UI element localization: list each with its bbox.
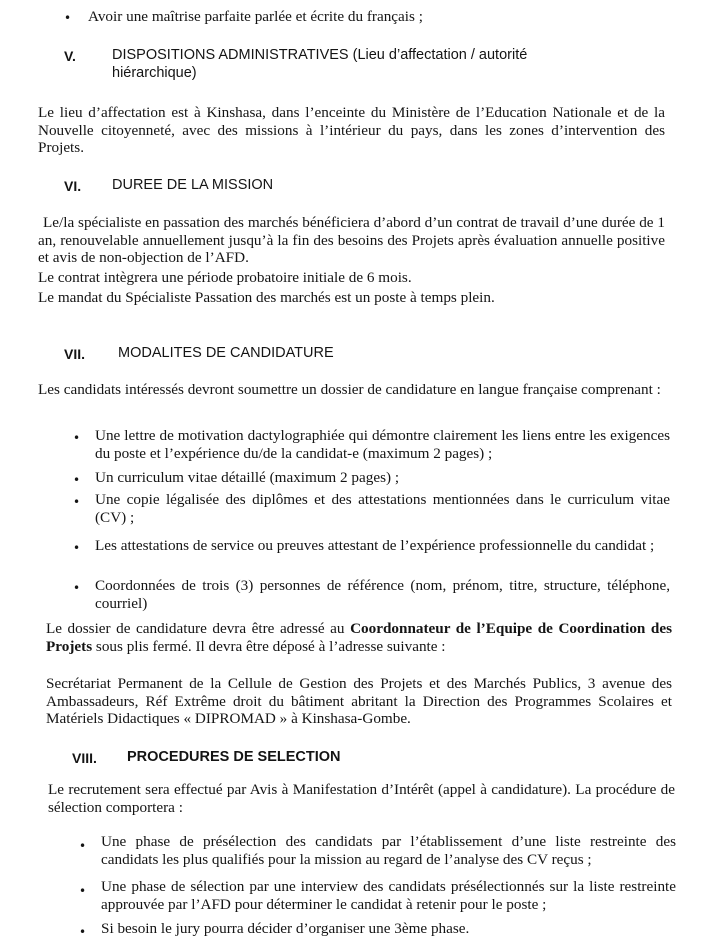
section-7-address: Secrétariat Permanent de la Cellule de Gestion des Projets et des Marchés Publics, 3 avenue des Ambassadeurs, Réf Extrême droit du bâtiment abritant la Direction des Programmes Scolaires et Matériels Didactiques « DIPROMAD » à Kinshasa-Gombe.	[46, 675, 672, 727]
bullet-icon: •	[79, 925, 87, 939]
section-6-number: VI.	[64, 178, 82, 194]
section-8-intro: Le recrutement sera effectué par Avis à Manifestation d’Intérêt (appel à candidature). La procédure de sélection comportera :	[48, 781, 675, 816]
bullet-icon: •	[73, 473, 81, 487]
address-intro-pre: Le dossier de candidature devra être adressé au	[46, 620, 351, 637]
bullet-icon: •	[64, 11, 72, 25]
bullet-icon: •	[73, 431, 81, 445]
intro-bullet-text: Avoir une maîtrise parfaite parlée et écrite du français ;	[88, 8, 423, 25]
section-8-number: VIII.	[72, 750, 97, 766]
section-5-title	[112, 46, 672, 82]
address-intro-post: sous plis fermé. Il devra être déposé à l’adresse suivante :	[92, 637, 446, 655]
section-8-item-3: Si besoin le jury pourra décider d’organiser une 3ème phase.	[101, 920, 470, 937]
bullet-icon: •	[79, 884, 87, 898]
section-8-title: PROCEDURES DE SELECTION	[127, 749, 341, 765]
section-7-item-3: Une copie légalisée des diplômes et des attestations mentionnées dans le curriculum vitae (CV) ;	[95, 491, 670, 526]
section-8-item-2: Une phase de sélection par une interview des candidats présélectionnés sur la liste restreinte approuvée par l’AFD pour déterminer le candidat à retenir pour le poste ;	[101, 878, 676, 913]
bullet-icon: •	[73, 495, 81, 509]
section-7-title: MODALITES DE CANDIDATURE	[118, 345, 334, 361]
section-7-address-intro	[46, 620, 672, 655]
section-7-item-2: Un curriculum vitae détaillé (maximum 2 pages) ;	[95, 469, 400, 486]
bullet-icon: •	[79, 839, 87, 853]
bullet-icon: •	[73, 581, 81, 595]
section-8-item-1: Une phase de présélection des candidats par l’établissement d’une liste restreinte des candidats les plus qualifiés pour la mission au regard de l’analyse des CV reçus ;	[101, 833, 676, 868]
section-7-intro: Les candidats intéressés devront soumettre un dossier de candidature en langue française comprenant :	[38, 381, 661, 398]
section-7-item-4: Les attestations de service ou preuves attestant de l’expérience professionnelle du candidat ;	[95, 537, 655, 554]
coordinator-name: Coordonnateur de l’Equipe de Coordination des Projets	[46, 620, 672, 655]
section-5-number: V.	[64, 48, 76, 64]
section-7-item-1: Une lettre de motivation dactylographiée qui démontre clairement les liens entre les exigences du poste et l’expérience du/de la candidat-e (maximum 2 pages) ;	[95, 427, 670, 462]
section-6-para1: Le/la spécialiste en passation des marchés bénéficiera d’abord d’un contrat de travail d’une durée de 1 an, renouvelable annuellement jusqu’à la fin des besoins des Projets après évaluation annuelle positive et avis de non-objection de l’AFD.	[38, 214, 665, 266]
section-5-body: Le lieu d’affectation est à Kinshasa, dans l’enceinte du Ministère de l’Education Nationale et de la Nouvelle citoyenneté, avec des missions à l’intérieur du pays, dans les zones d’intervention des Projets.	[38, 104, 665, 156]
section-6-title: DUREE DE LA MISSION	[112, 177, 274, 193]
section-5-title-line2: hiérarchique)	[112, 65, 197, 81]
section-7-item-5: Coordonnées de trois (3) personnes de référence (nom, prénom, titre, structure, téléphone, courriel)	[95, 577, 670, 612]
section-6-para3: Le mandat du Spécialiste Passation des marchés est un poste à temps plein.	[38, 289, 495, 306]
section-7-number: VII.	[64, 346, 86, 362]
bullet-icon: •	[73, 541, 81, 555]
section-5-title-line1: DISPOSITIONS ADMINISTRATIVES (Lieu d’affectation / autorité	[112, 47, 528, 63]
section-6-para2: Le contrat intègrera une période probatoire initiale de 6 mois.	[38, 269, 412, 286]
